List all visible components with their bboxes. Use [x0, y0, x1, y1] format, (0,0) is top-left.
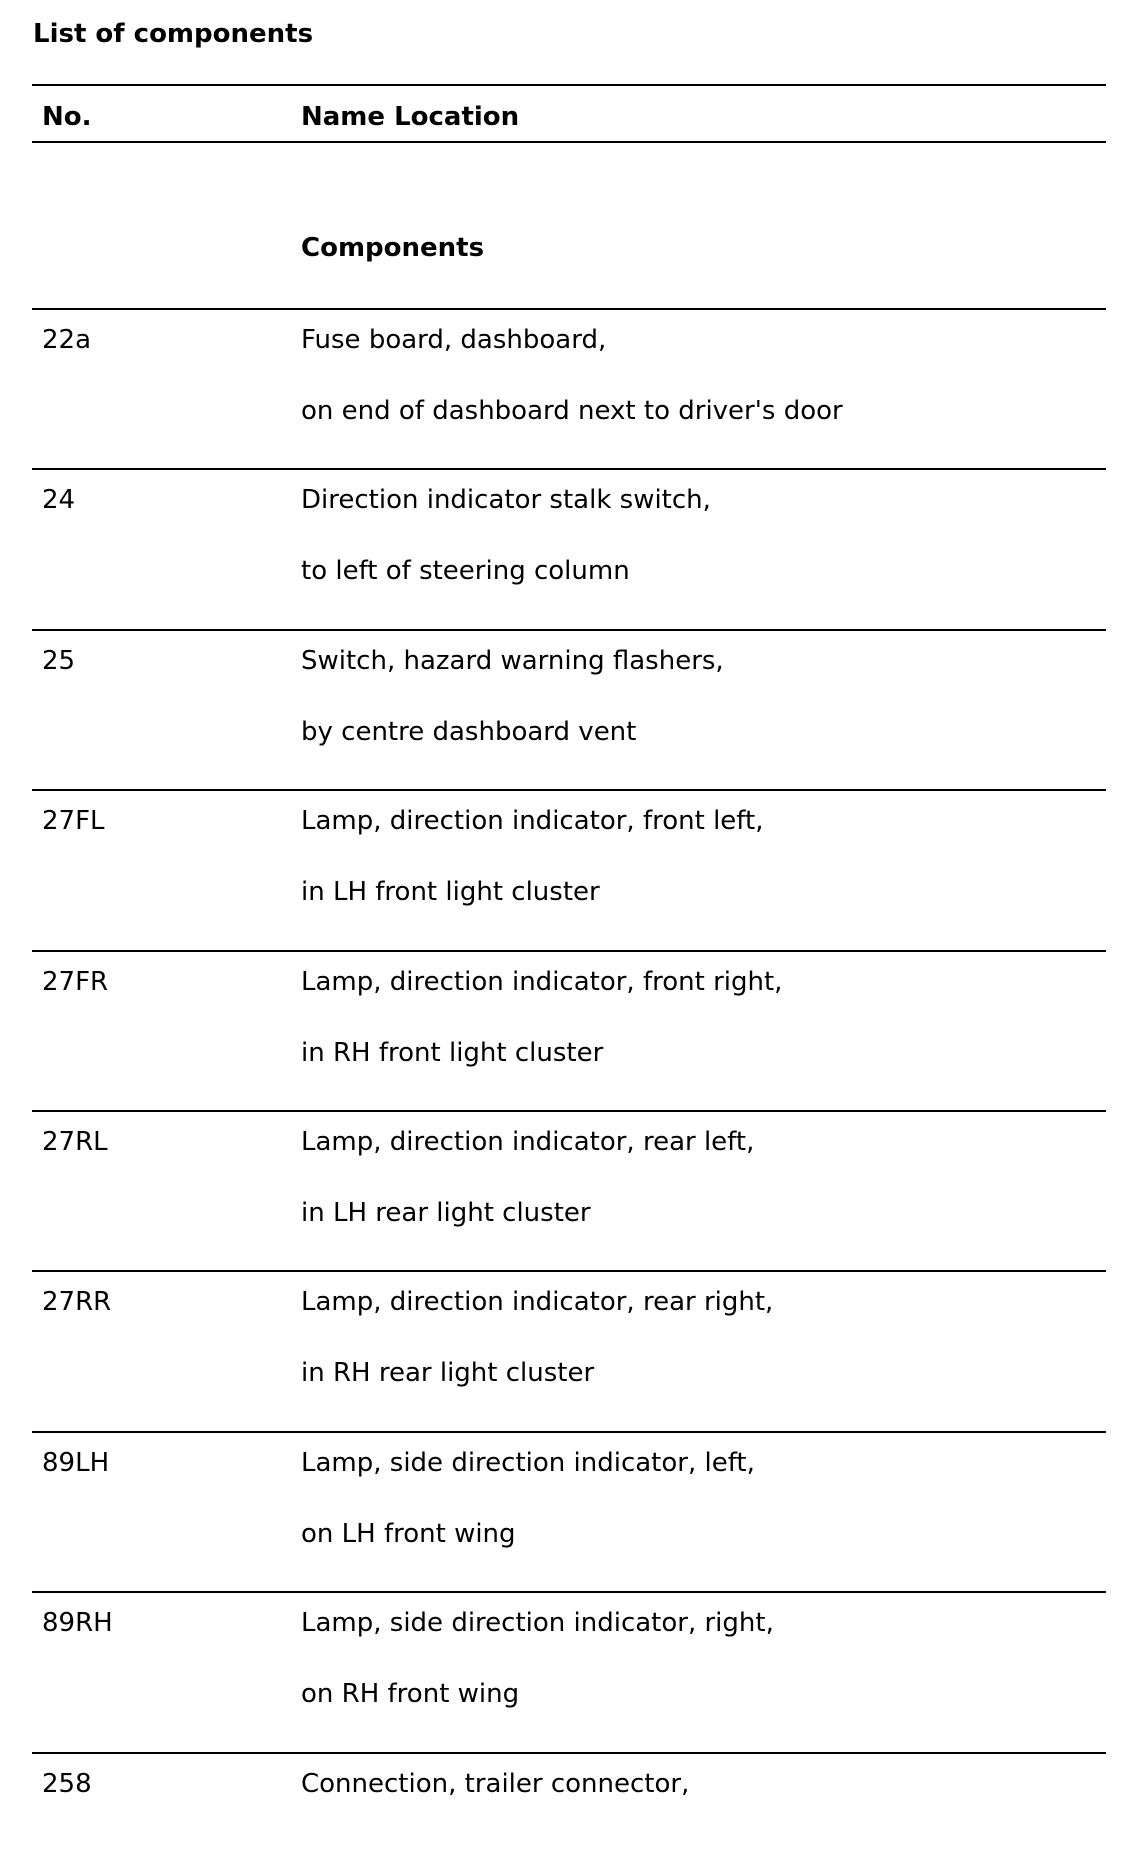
row-divider: [32, 950, 1106, 952]
row-number: 27FL: [42, 806, 105, 836]
header-no: No.: [42, 102, 92, 132]
row-number: 27RR: [42, 1287, 112, 1317]
row-name: Lamp, side direction indicator, right,: [301, 1608, 774, 1638]
row-number: 22a: [42, 325, 92, 355]
row-number: 25: [42, 646, 76, 676]
row-name: Lamp, direction indicator, rear left,: [301, 1127, 755, 1157]
row-name: Direction indicator stalk switch,: [301, 485, 711, 515]
header-bottom-rule: [32, 141, 1106, 143]
row-divider: [32, 468, 1106, 470]
row-location: in RH rear light cluster: [301, 1358, 595, 1388]
row-location: by centre dashboard vent: [301, 717, 637, 747]
row-name: Fuse board, dashboard,: [301, 325, 607, 355]
header-top-rule: [32, 84, 1106, 86]
header-name-location: Name Location: [301, 102, 520, 132]
row-location: in RH front light cluster: [301, 1038, 604, 1068]
row-number: 27RL: [42, 1127, 108, 1157]
row-number: 27FR: [42, 967, 109, 997]
row-name: Lamp, direction indicator, rear right,: [301, 1287, 774, 1317]
section-heading: Components: [301, 233, 485, 263]
page-title: List of components: [33, 19, 314, 49]
row-location: on RH front wing: [301, 1679, 520, 1709]
row-number: 24: [42, 485, 76, 515]
row-divider: [32, 1431, 1106, 1433]
row-divider: [32, 789, 1106, 791]
row-location: on LH front wing: [301, 1519, 516, 1549]
row-name: Lamp, direction indicator, front left,: [301, 806, 764, 836]
row-number: 89RH: [42, 1608, 113, 1638]
row-name: Connection, trailer connector,: [301, 1769, 690, 1799]
row-divider: [32, 1270, 1106, 1272]
row-number: 89LH: [42, 1448, 110, 1478]
row-divider: [32, 1752, 1106, 1754]
row-name: Switch, hazard warning flashers,: [301, 646, 724, 676]
row-divider: [32, 1110, 1106, 1112]
row-location: in LH rear light cluster: [301, 1198, 591, 1228]
row-location: in LH front light cluster: [301, 877, 600, 907]
row-location: to left of steering column: [301, 556, 630, 586]
row-number: 258: [42, 1769, 92, 1799]
row-location: on end of dashboard next to driver's door: [301, 396, 843, 426]
row-divider: [32, 1591, 1106, 1593]
row-name: Lamp, direction indicator, front right,: [301, 967, 783, 997]
row-name: Lamp, side direction indicator, left,: [301, 1448, 755, 1478]
row-divider: [32, 308, 1106, 310]
row-divider: [32, 629, 1106, 631]
